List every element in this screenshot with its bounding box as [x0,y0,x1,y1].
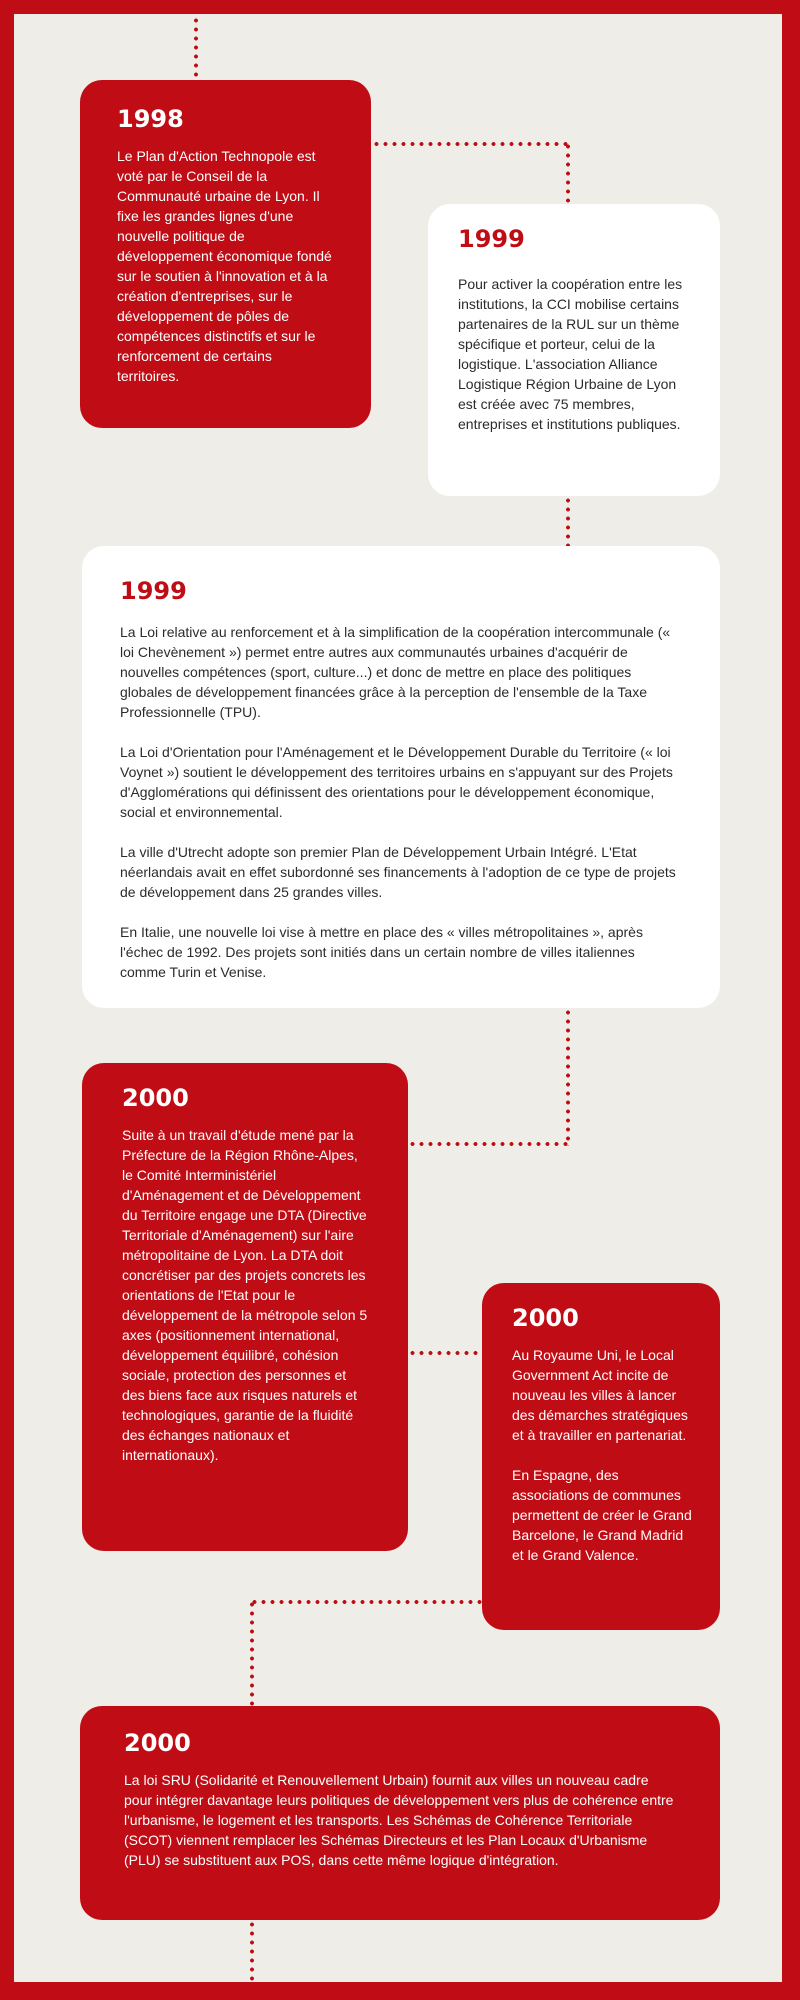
card-year: 1998 [117,105,184,133]
card-paragraph: En Italie, une nouvelle loi vise à mettre en place des « villes métropolitaines », après l'échec de 1992. Des projets sont initiés dans un certain nombre de villes italiennes comme Turin et Venise. [120,924,643,980]
connector-1999-1999 [566,496,570,546]
card-year: 1999 [458,225,525,253]
connector-1999-2000-h [408,1142,570,1146]
card-paragraph: Le Plan d'Action Technopole est voté par le Conseil de la Communauté urbaine de Lyon. Il fixe les grandes lignes d'une nouvelle politique de développement économique fondé sur le soutien à l'innovation et à la création d'entreprises, sur le développement de pôles de compétences distinctifs et sur le renforcement de certains territoires. [117,148,332,384]
card-paragraph: La ville d'Utrecht adopte son premier Plan de Développement Urbain Intégré. L'Etat néerlandais avait en effet subordonné ses financements à l'adoption de ce type de projets de développement dans 25 grandes villes. [120,844,676,900]
timeline-card-2000-europe [482,1283,720,1630]
timeline-card-1999-logistique [428,204,720,496]
card-paragraph: Au Royaume Uni, le Local Government Act incite de nouveau les villes à lancer des démarches stratégiques et à travailler en partenariat. [512,1347,688,1443]
card-paragraph: Pour activer la coopération entre les institutions, la CCI mobilise certains partenaires de la RUL sur un thème spécifique et porteur, celui de la logistique. L'association Alliance Logistique Région Urbaine de Lyon est créée avec 75 membres, entreprises et institutions publiques. [458,276,683,432]
card-paragraph: La Loi d'Orientation pour l'Aménagement et le Développement Durable du Territoire (« loi Voynet ») soutient le développement des territoires urbains en s'appuyant sur des Projets d'Agglomérations qui définissent des orientations pour le développement économique, social et environnemental. [120,744,673,820]
card-year: 2000 [124,1729,191,1757]
connector-1999-2000-v [566,1008,570,1146]
card-paragraph: La loi SRU (Solidarité et Renouvellement Urbain) fournit aux villes un nouveau cadre pour intégrer davantage leurs politiques de développement vers plus de cohérence entre l'urbanisme, le logement et les transports. Les Schémas de Cohérence Territoriale (SCOT) viennent remplacer les Schémas Directeurs et les Plan Locaux d'Urbanisme (PLU) se substituent aux POS, dans cette même logique d'intégration. [124,1772,674,1868]
connector-bottom [250,1920,254,1982]
card-paragraph: La Loi relative au renforcement et à la simplification de la coopération intercommunale (« loi Chevènement ») permet entre autres aux communautés urbaines d'acquérir de nouvelles compétences (sport, culture...) et donc de mettre en place des politiques globales de développement financées grâce à la perception de l'ensemble de la Taxe Professionnelle (TPU). [120,624,671,720]
timeline-card-1999-lois [82,546,720,1008]
card-paragraph: Suite à un travail d'étude mené par la Préfecture de la Région Rhône-Alpes, le Comité Interministériel d'Aménagement et de Développement du Territoire engage une DTA (Directive Territoriale d'Aménagement) sur l'aire métropolitaine de Lyon. La DTA doit concrétiser par des projets concrets les orientations de l'Etat pour le développement de la métropole selon 5 axes (positionnement international, développement équilibré, cohésion sociale, protection des personnes et des biens face aux risques naturels et technologiques, garantie de la fluidité des échanges nationaux et internationaux). [122,1127,368,1463]
card-year: 1999 [120,577,187,605]
timeline-card-2000-dta [82,1063,408,1551]
card-paragraph: En Espagne, des associations de communes permettent de créer le Grand Barcelone, le Grand Madrid et le Grand Valence. [512,1467,692,1563]
timeline-card-2000-sru [80,1706,720,1920]
connector-1998-1999-v [566,142,570,204]
timeline-card-1998 [80,80,371,428]
connector-2000-2000b-v [250,1600,254,1706]
connector-2000-2000-h [408,1351,482,1355]
connector-top [194,16,198,78]
connector-2000-2000b-h [250,1600,482,1604]
card-year: 2000 [122,1084,189,1112]
connector-1998-1999-h [372,142,570,146]
card-year: 2000 [512,1304,579,1332]
